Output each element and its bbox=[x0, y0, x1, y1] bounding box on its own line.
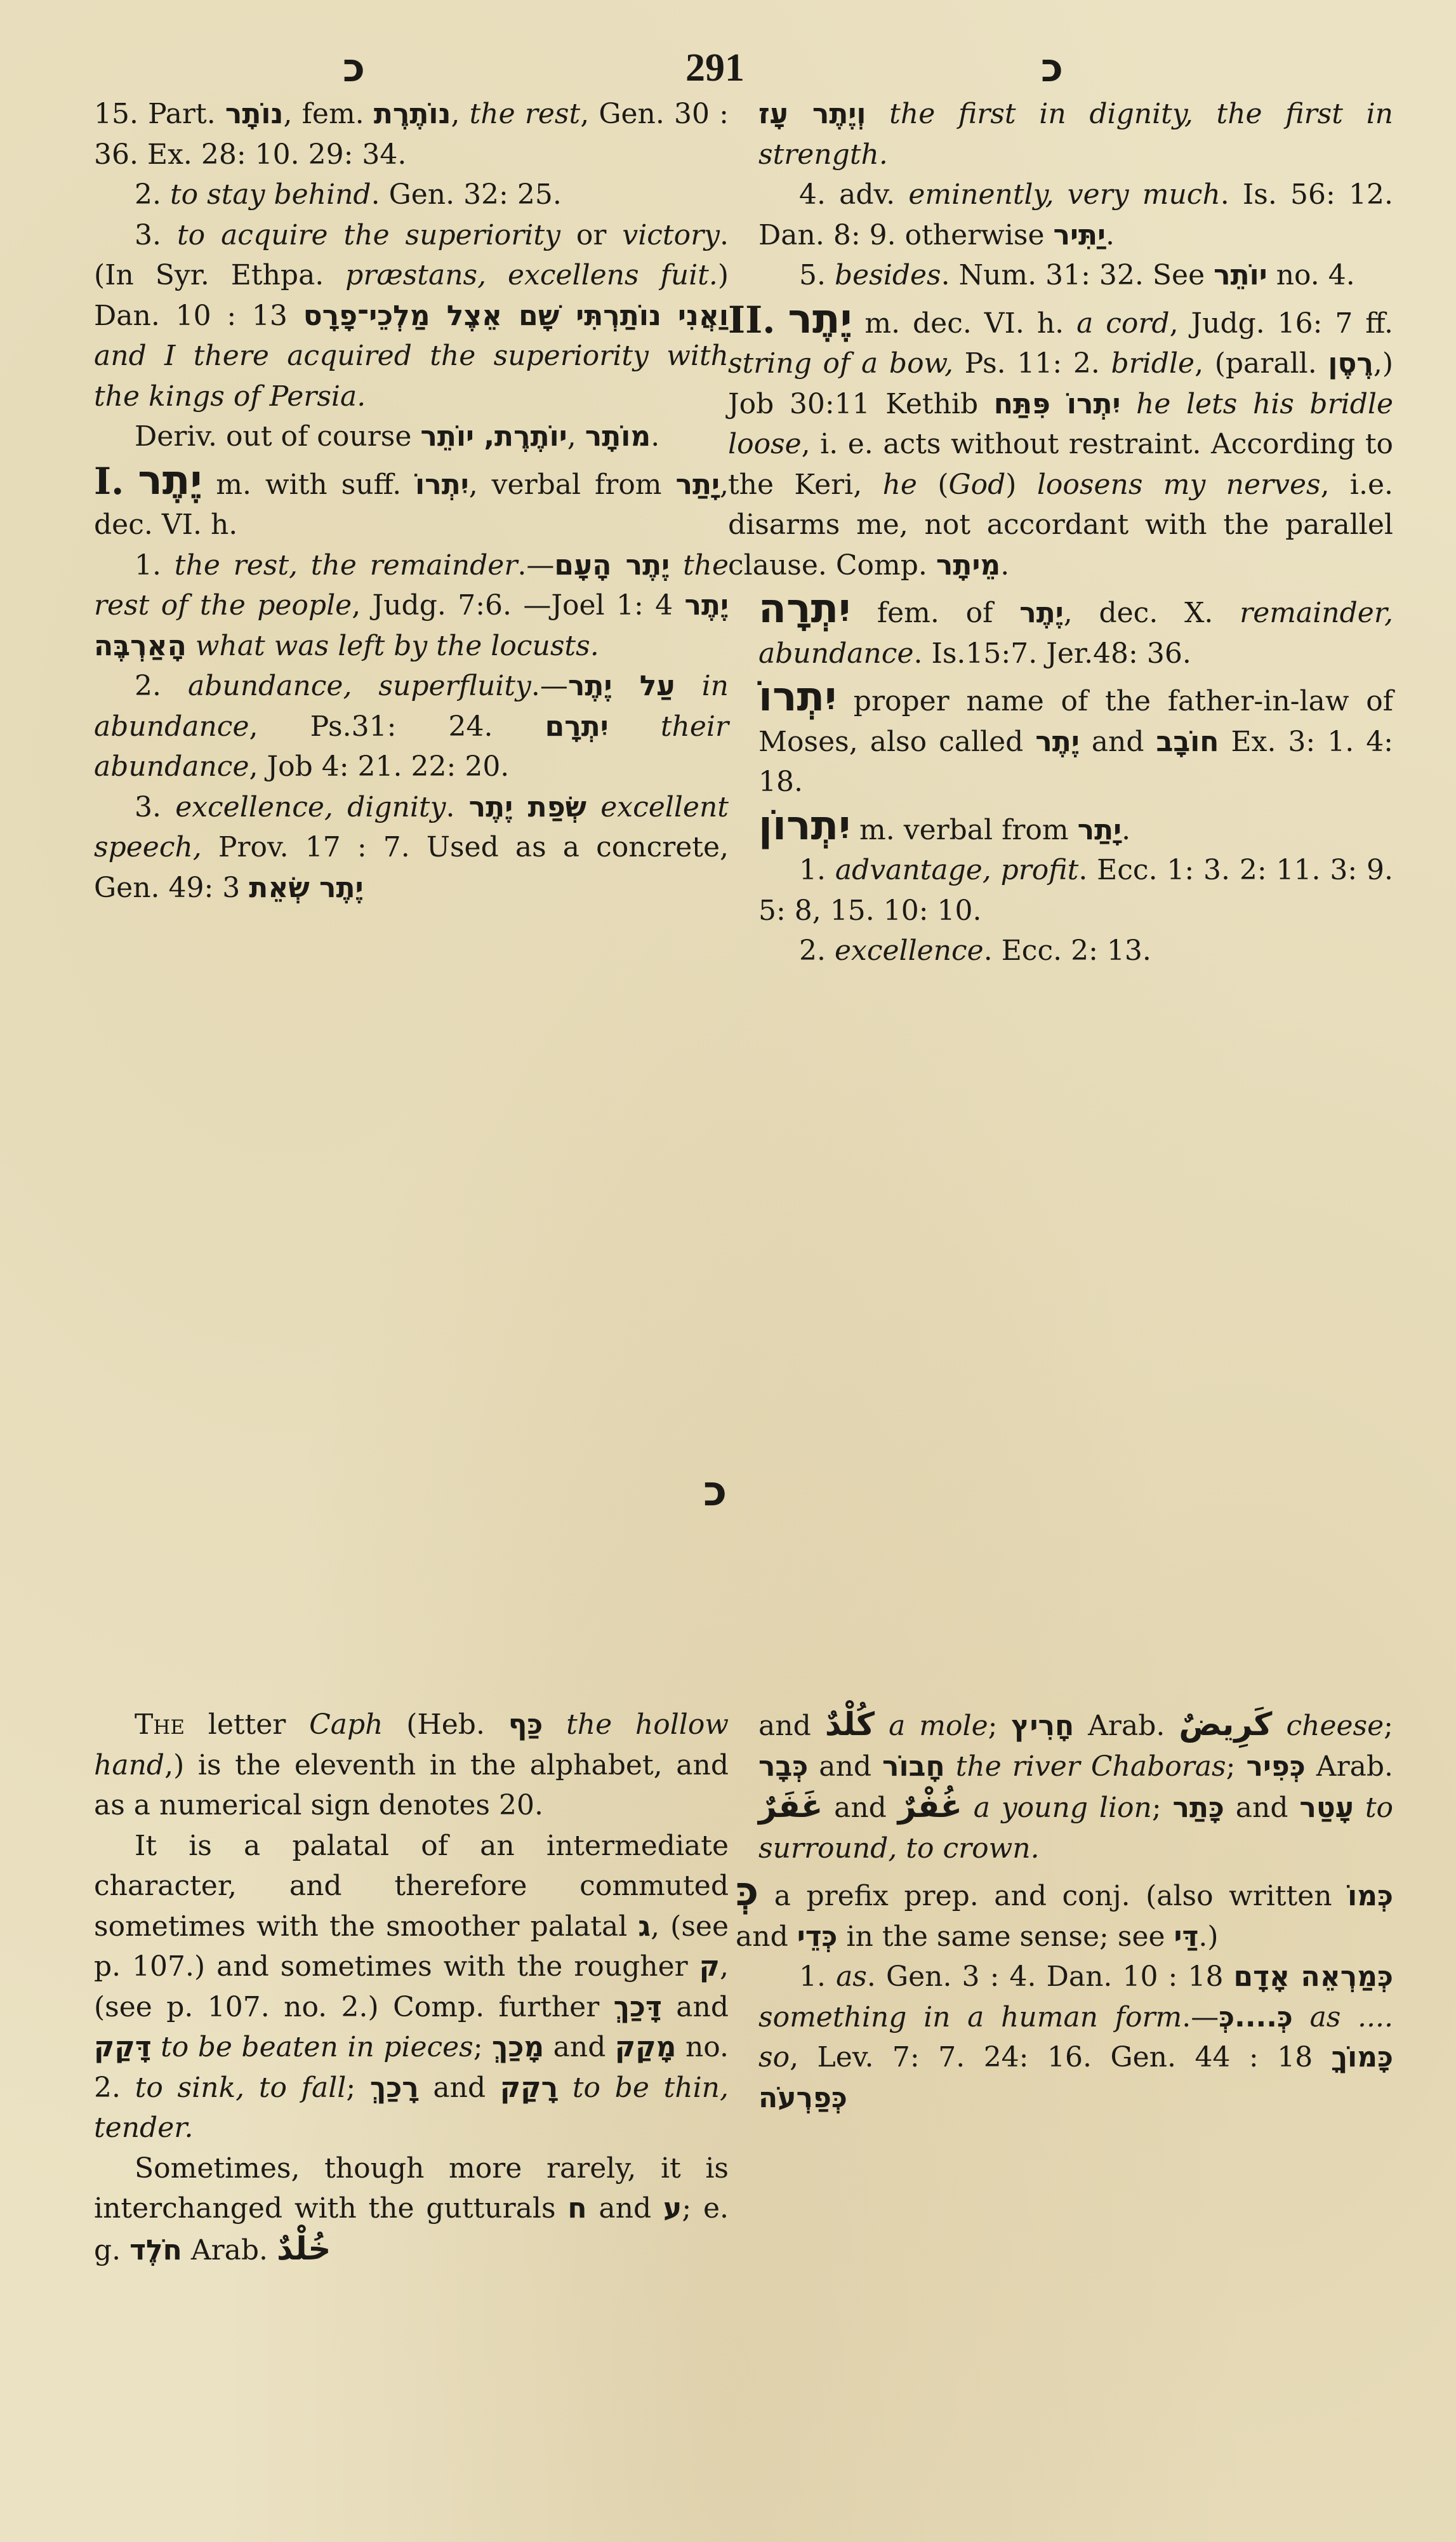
section-heading-letter: כ bbox=[703, 1467, 727, 1515]
hebrew-word: יֶתֶר bbox=[1035, 725, 1080, 758]
hebrew-phrase: שְׂפַת יֶתֶר bbox=[468, 790, 587, 823]
bottom-left-column bbox=[94, 1705, 729, 2270]
arabic-word: خُلْدٌ bbox=[277, 2230, 331, 2267]
hebrew-word: יָתַר bbox=[675, 468, 720, 501]
paragraph-participle: 15. Part. נוֹתָר, fem. נוֹתֶרֶת, the rest, Gen. 30 : 36. Ex. 28: 10. 29: 34. bbox=[94, 98, 729, 171]
arabic-word: كَرِيضٌ bbox=[1179, 1706, 1273, 1743]
hebrew-word: נוֹתֶרֶת bbox=[373, 98, 451, 130]
hebrew-word: רֶסֶן bbox=[1328, 347, 1373, 380]
intro-palatal: It is a palatal of an intermediate character, and therefore commuted sometimes with the smoother palatal ג, (see p. 107.) and sometimes with the rougher ק, (see p. 107. no. 2.) Comp. further דָּכַךְ and דָּקַק to be beaten in pieces; מָכַךְ and מָקַק no. 2. to sink, to fall; רָכַךְ and רָקַק to be thin, tender. bbox=[94, 1829, 729, 2144]
hebrew-phrase: יֶתֶר שְׂאֵת bbox=[249, 871, 364, 904]
hebrew-phrase: וַאֲנִי נוֹתַרְתִּי שָׁם אֵצֶל מַלְכֵי־פָרָס bbox=[303, 299, 729, 332]
arabic-word: غَفَرٌ bbox=[758, 1788, 823, 1825]
entry-number: II. bbox=[728, 298, 776, 342]
running-head-right-letter: כ bbox=[1041, 44, 1064, 91]
headword: כְּ bbox=[736, 1868, 759, 1915]
sense-2-abundance: 2. abundance, superfluity.—עַל יֶתֶר in abundance, Ps.31: 24. יִתְרָם their abundance, Job 4: 21. 22: 20. bbox=[94, 670, 729, 783]
hebrew-word: יָתַר bbox=[1077, 813, 1122, 846]
hebrew-word: יוֹתֵר bbox=[1214, 259, 1267, 291]
hebrew-word: יִתְרָם bbox=[545, 710, 609, 743]
hebrew-phrase: יִתְרוֹ פִּתַּח bbox=[993, 387, 1121, 420]
intro-letter-caph: The letter Caph (Heb. כַּף the hollow hand,) is the eleventh in the alphabet, and as a numerical sign denotes 20. bbox=[94, 1708, 729, 1821]
hebrew-word: יַתִּיר bbox=[1053, 218, 1106, 251]
headword: יִתְרוֹן bbox=[758, 802, 851, 849]
hebrew-word: יִתְרוֹ bbox=[415, 468, 469, 501]
arabic-word: غُفْرٌ bbox=[897, 1788, 962, 1825]
entry-yitrah: יִתְרָה fem. of יֶתֶר, dec. X. remainder, abundance. Is.15:7. Jer.48: 36. bbox=[758, 585, 1393, 670]
hebrew-word: יוֹתֶרֶת, יוֹתֵר bbox=[420, 420, 567, 453]
hebrew-phrase: יֶתֶר הָאַרְבֶּה bbox=[94, 589, 729, 662]
sense-1-as: 1. as. Gen. 3 : 4. Dan. 10 : 18 כְּמַרְאֵה אָדָם something in a human form.—כְּ....כְּ as .... so, Lev. 7: 7. 24: 16. Gen. 44 : 18 כָּמוֹךָ כְּפַרְעֹה bbox=[758, 1960, 1393, 2114]
sense-4-adverb: 4. adv. eminently, very much. Is. 56: 12. Dan. 8: 9. otherwise יַתִּיר. bbox=[758, 178, 1393, 251]
running-head bbox=[0, 39, 1456, 96]
entry-kaf-prefix: כְּ a prefix prep. and conj. (also written כְּמוֹ and כְּדֵי in the same sense; see דַּי.) bbox=[736, 1868, 1393, 1953]
intro-continuation-examples: and كُلْدٌ a mole; חָרִיץ Arab. كَرِيضٌ cheese; כְּבָר and חָבוֹר the river Chaboras; כְּפִיר Arab. غَفَرٌ and غُفْرٌ a young lion; כָּתַר and עָטַר to surround, to crown. bbox=[758, 1706, 1393, 1865]
headword: יִתְרָה bbox=[758, 585, 851, 632]
entry-yitron: יִתְרוֹן m. verbal from יָתַר. bbox=[758, 802, 1131, 849]
hebrew-word: יֶתֶר bbox=[1019, 597, 1064, 629]
arabic-word: كُلْدٌ bbox=[824, 1706, 875, 1743]
entry-number: I. bbox=[94, 459, 124, 503]
intro-gutturals: Sometimes, though more rarely, it is interchanged with the gutturals ח and ע; e. g. חֹלֶד Arab. خُلْدٌ bbox=[94, 2152, 729, 2267]
hebrew-word: מוֹתָר bbox=[585, 420, 651, 453]
top-left-column bbox=[94, 94, 729, 908]
top-right-column bbox=[728, 94, 1394, 971]
entry-yitro: יִתְרוֹ proper name of the father-in-law of Moses, also called יֶתֶר and חוֹבָב Ex. 3: 1. 4: 18. bbox=[758, 674, 1394, 798]
hebrew-word: מֵיתָר bbox=[936, 549, 1001, 582]
hebrew-word: כַּף bbox=[508, 1708, 543, 1741]
sense-1-advantage: 1. advantage, profit. Ecc. 1: 3. 2: 11. 3: 9. 5: 8, 15. 10: 10. bbox=[758, 854, 1394, 927]
headword: יֶתֶר bbox=[138, 456, 202, 504]
continuation-first-in-dignity: וְיֶתֶר עָז the first in dignity, the first in strength. bbox=[758, 98, 1393, 171]
page-number: 291 bbox=[685, 46, 745, 90]
hebrew-phrase: וְיֶתֶר עָז bbox=[758, 98, 866, 130]
hebrew-phrase: יֶתֶר הָעָם bbox=[554, 549, 670, 582]
sense-3-superiority: 3. to acquire the superiority or victory. (In Syr. Ethpa. præstans, excellens fuit.) Dan. 10 : 13 וַאֲנִי נוֹתַרְתִּי שָׁם אֵצֶל מַלְכֵי־פָרָס and I there acquired the superiority with the kings of Persia. bbox=[94, 218, 729, 413]
hebrew-word: חוֹבָב bbox=[1156, 725, 1219, 758]
sense-5-besides: 5. besides. Num. 31: 32. See יוֹתֵר no. 4. bbox=[799, 259, 1355, 291]
hebrew-phrase: עַל יֶתֶר bbox=[567, 670, 675, 702]
sense-1-rest: 1. the rest, the remainder.—יֶתֶר הָעָם the rest of the people, Judg. 7:6. —Joel 1: 4 יֶתֶר הָאַרְבֶּה what was left by the locusts. bbox=[94, 549, 729, 662]
running-head-left-letter: כ bbox=[343, 44, 366, 91]
bottom-right-column bbox=[736, 1705, 1393, 2118]
hebrew-word: נוֹתָר bbox=[225, 98, 284, 130]
sense-2-excellence: 2. excellence. Ecc. 2: 13. bbox=[799, 935, 1151, 967]
entry-II-yeter: II. יֶתֶר m. dec. VI. h. a cord, Judg. 16: 7 ff. string of a bow, Ps. 11: 2. bridle, (parall. רֶסֶן,) Job 30:11 Kethib יִתְרוֹ פִּתַּח he lets his bridle loose, i. e. acts without restraint. According to the Keri, he (God) loosens my nerves, i.e. disarms me, not accordant with the parallel clause. Comp. מֵיתָר. bbox=[728, 295, 1394, 582]
sense-2-stay-behind: 2. to stay behind. Gen. 32: 25. bbox=[135, 178, 562, 211]
headword: יִתְרוֹ bbox=[758, 674, 837, 721]
derivatives-note: Deriv. out of course יוֹתֶרֶת, יוֹתֵר, מוֹתָר. bbox=[135, 420, 660, 453]
sense-3-excellence: 3. excellence, dignity. שְׂפַת יֶתֶר excellent speech, Prov. 17 : 7. Used as a concrete, Gen. 49: 3 יֶתֶר שְׂאֵת bbox=[94, 790, 729, 904]
headword: יֶתֶר bbox=[788, 295, 852, 343]
entry-I-yeter: I. יֶתֶר m. with suff. יִתְרוֹ, verbal from יָתַר, dec. VI. h. bbox=[94, 456, 729, 541]
